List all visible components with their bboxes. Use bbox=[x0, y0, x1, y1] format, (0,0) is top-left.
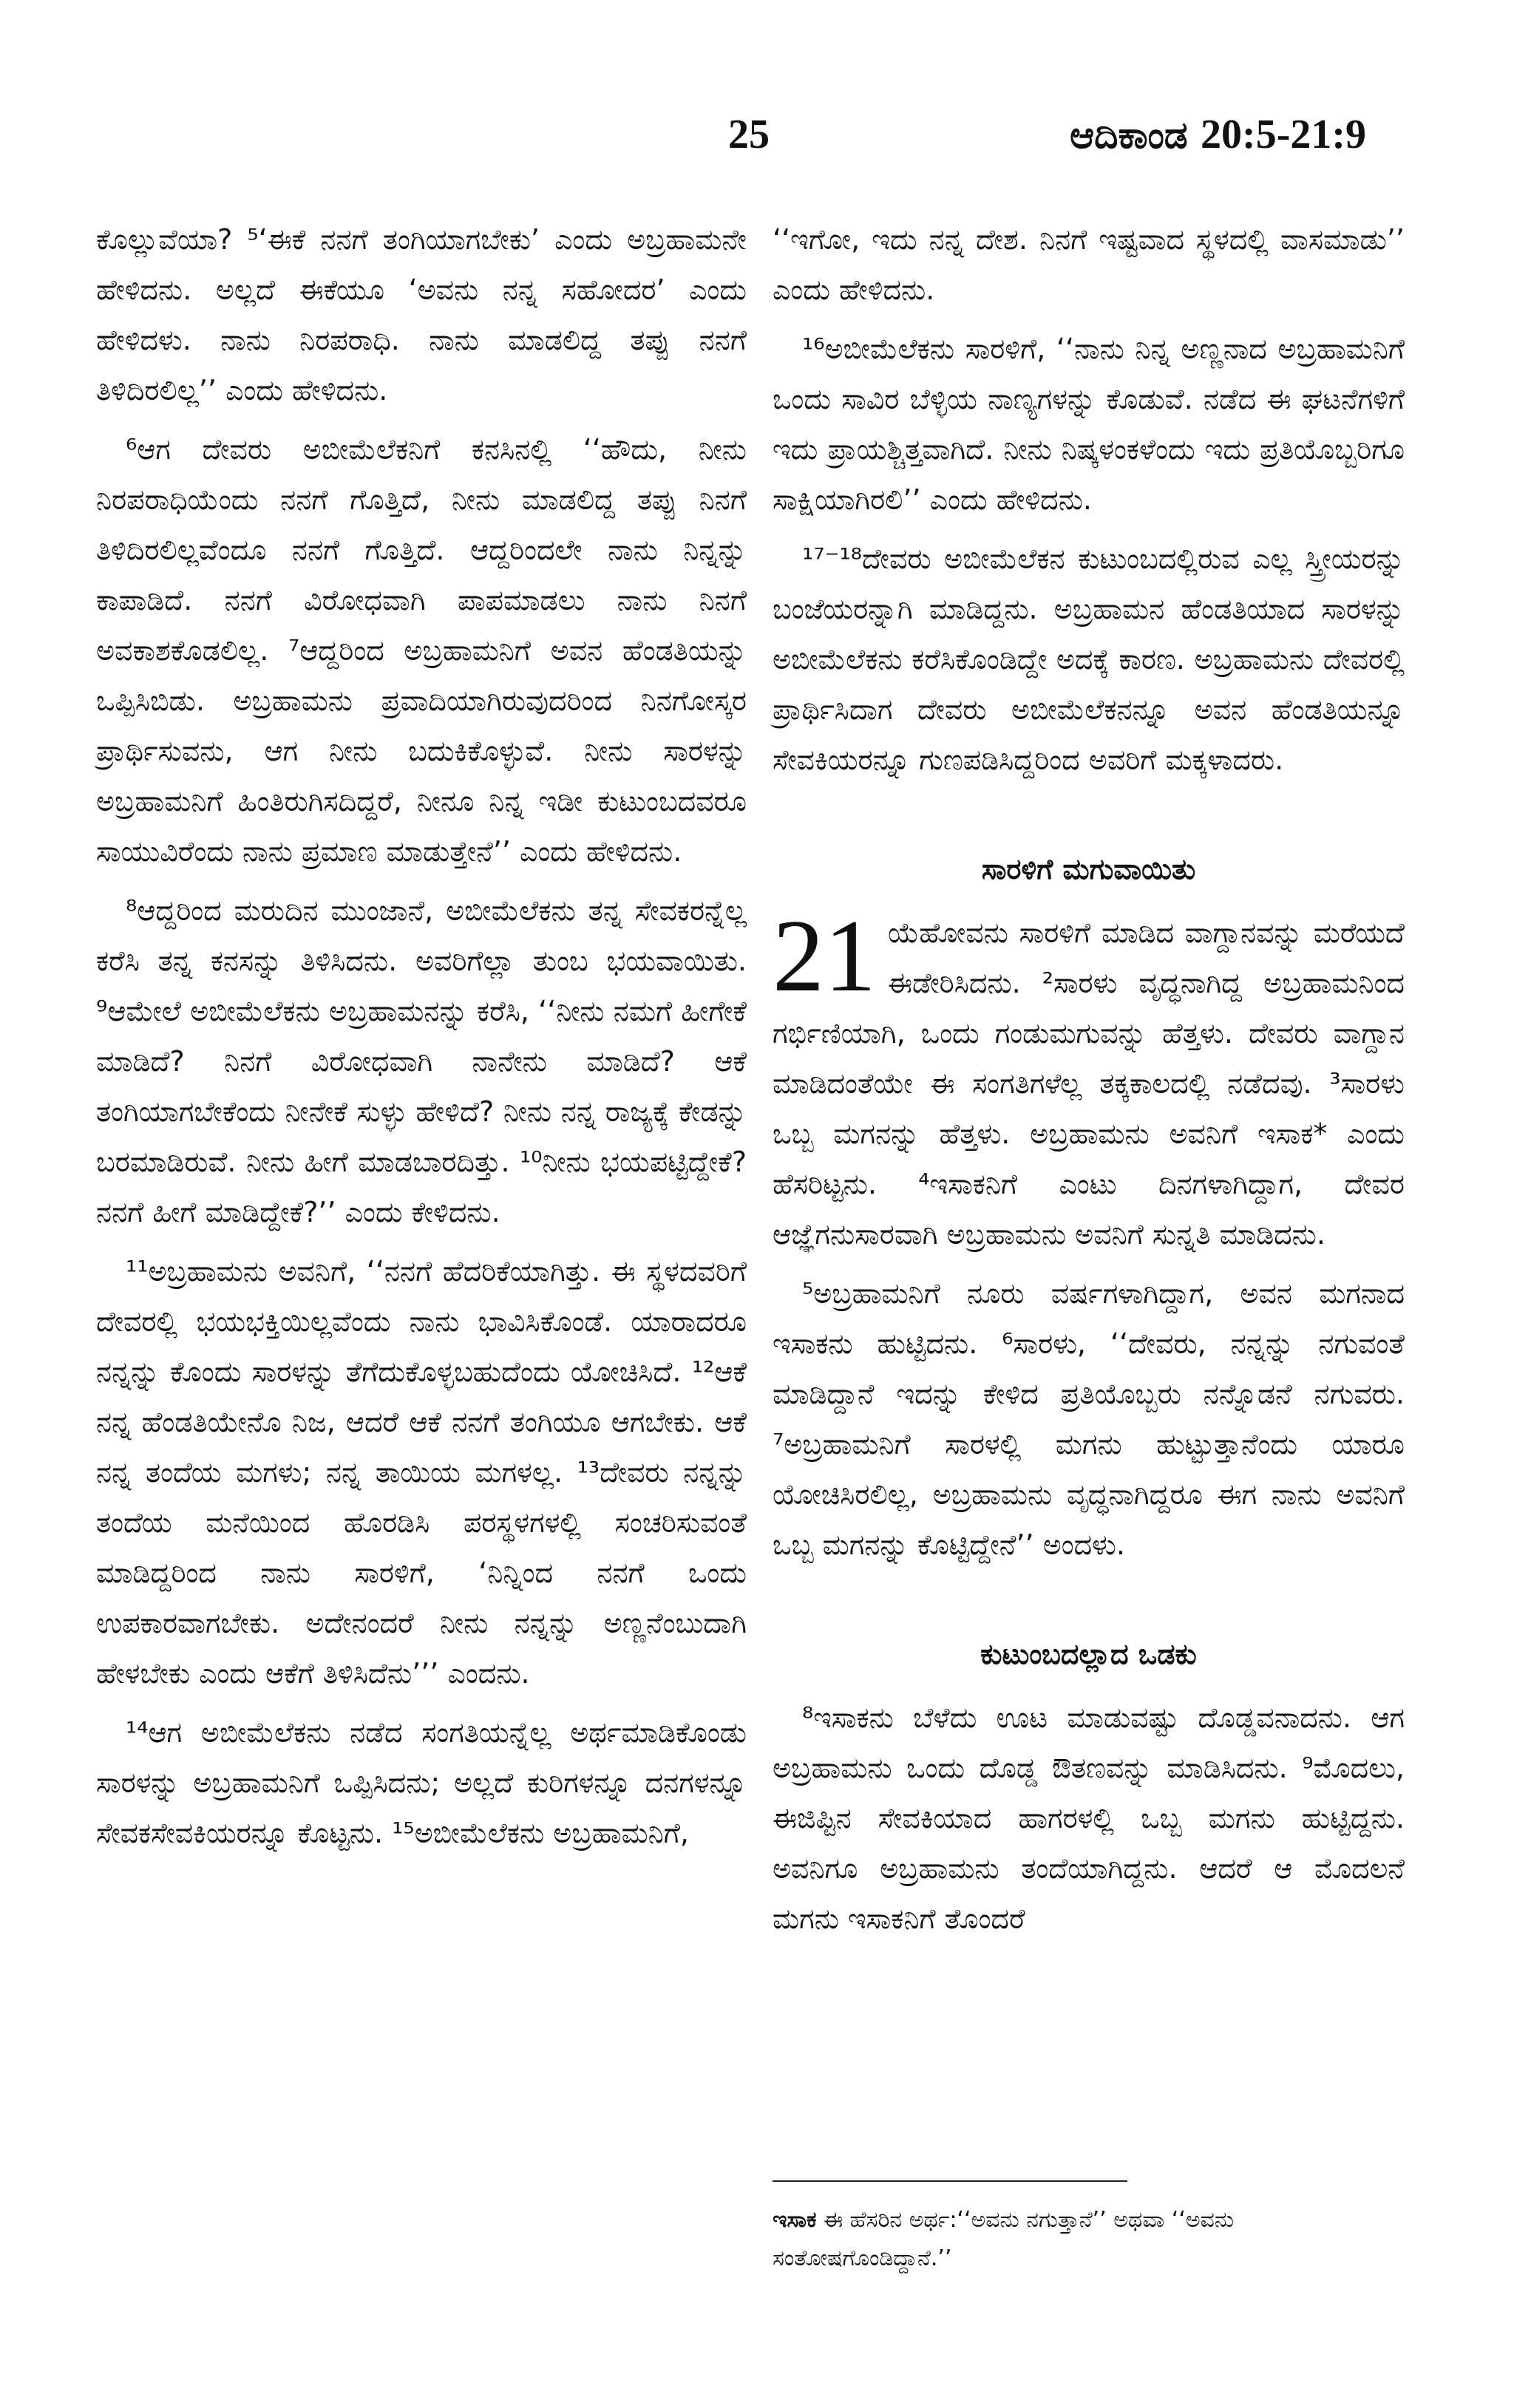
section-heading: ಕುಟುಂಬದಲ್ಲಾದ ಒಡಕು bbox=[980, 1638, 1197, 1670]
footnote-term: ಇಸಾಕ bbox=[773, 2207, 817, 2233]
chapter-opening bbox=[773, 908, 1405, 1259]
paragraph: ⁸ಇಸಾಕನು ಬೆಳೆದು ಊಟ ಮಾಡುವಷ್ಟು ದೊಡ್ಡವನಾದನು. ಆಗ ಅಬ್ರಹಾಮನು ಒಂದು ದೊಡ್ಡ ಔತಣವನ್ನು ಮಾಡಿಸಿದನು. ⁹ಮೊದಲು, ಈಜಿಪ್ಟಿನ ಸೇವಕಿಯಾದ ಹಾಗರಳಲ್ಲಿ ಒಬ್ಬ ಮಗನು ಹುಟ್ಟಿದ್ದನು. ಅವನಿಗೂ ಅಬ್ರಹಾಮನು ತಂದೆಯಾಗಿದ್ದನು. ಆದರೆ ಆ ಮೊದಲನೆ ಮಗನು ಇಸಾಕನಿಗೆ ತೊಂದರೆ bbox=[773, 1701, 1405, 1935]
chapter-verse-range: 20:5-21:9 bbox=[1201, 112, 1366, 157]
paragraph: ⁶ಆಗ ದೇವರು ಅಬೀಮೆಲೆಕನಿಗೆ ಕನಸಿನಲ್ಲಿ ‘‘ಹೌದು, ನೀನು ನಿರಪರಾಧಿಯೆಂದು ನನಗೆ ಗೊತ್ತಿದೆ, ನೀನು ಮಾಡಲಿದ್ದ ತಪ್ಪು ನಿನಗೆ ತಿಳಿದಿರಲಿಲ್ಲವೆಂದೂ ನನಗೆ ಗೊತ್ತಿದೆ. ಆದ್ದರಿಂದಲೇ ನಾನು ನಿನ್ನನ್ನು ಕಾಪಾಡಿದೆ. ನನಗೆ ವಿರೋಧವಾಗಿ ಪಾಪಮಾಡಲು ನಾನು ನಿನಗೆ ಅವಕಾಶಕೊಡಲಿಲ್ಲ. ⁷ಆದ್ದರಿಂದ ಅಬ್ರಹಾಮನಿಗೆ ಅವನ ಹೆಂಡತಿಯನ್ನು ಒಪ್ಪಿಸಿಬಿಡು. ಅಬ್ರಹಾಮನು ಪ್ರವಾದಿಯಾಗಿರುವುದರಿಂದ ನಿನಗೋಸ್ಕರ ಪ್ರಾರ್ಥಿಸುವನು, ಆಗ ನೀನು ಬದುಕಿಕೊಳ್ಳುವೆ. ನೀನು ಸಾರಳನ್ನು ಅಬ್ರಹಾಮನಿಗೆ ಹಿಂತಿರುಗಿಸದಿದ್ದರೆ, ನೀನೂ ನಿನ್ನ ಇಡೀ ಕುಟುಂಬದವರೂ ಸಾಯುವಿರೆಂದು ನಾನು ಪ್ರಮಾಣ ಮಾಡುತ್ತೇನೆ’’ ಎಂದು ಹೇಳಿದನು. bbox=[96, 433, 747, 868]
page-header bbox=[44, 111, 1470, 177]
footnote-text: ಈ ಹೆಸರಿನ ಅರ್ಥ:‘‘ಅವನು ನಗುತ್ತಾನೆ’’ ಅಥವಾ ‘‘ಅವನು ಸಂತೋಷಗೊಂಡಿದ್ದಾನೆ.’’ bbox=[773, 2207, 1235, 2271]
left-column bbox=[96, 214, 747, 1867]
paragraph: ‘‘ಇಗೋ, ಇದು ನನ್ನ ದೇಶ. ನಿನಗೆ ಇಷ್ಟವಾದ ಸ್ಥಳದಲ್ಲಿ ವಾಸಮಾಡು’’ ಎಂದು ಹೇಳಿದನು. bbox=[773, 223, 1405, 306]
footnote-divider bbox=[773, 2180, 1127, 2182]
paragraph: ¹¹ಅಬ್ರಹಾಮನು ಅವನಿಗೆ, ‘‘ನನಗೆ ಹೆದರಿಕೆಯಾಗಿತ್ತು. ಈ ಸ್ಥಳದವರಿಗೆ ದೇವರಲ್ಲಿ ಭಯಭಕ್ತಿಯಿಲ್ಲವೆಂದು ನಾನು ಭಾವಿಸಿಕೊಂಡೆ. ಯಾರಾದರೂ ನನ್ನನ್ನು ಕೊಂದು ಸಾರಳನ್ನು ತೆಗೆದುಕೊಳ್ಳಬಹುದೆಂದು ಯೋಚಿಸಿದೆ. ¹²ಆಕೆ ನನ್ನ ಹೆಂಡತಿಯೇನೊ ನಿಜ, ಆದರೆ ಆಕೆ ನನಗೆ ತಂಗಿಯೂ ಆಗಬೇಕು. ಆಕೆ ನನ್ನ ತಂದೆಯ ಮಗಳು; ನನ್ನ ತಾಯಿಯ ಮಗಳಲ್ಲ. ¹³ದೇವರು ನನ್ನನ್ನು ತಂದೆಯ ಮನೆಯಿಂದ ಹೊರಡಿಸಿ ಪರಸ್ಥಳಗಳಲ್ಲಿ ಸಂಚರಿಸುವಂತೆ ಮಾಡಿದ್ದರಿಂದ ನಾನು ಸಾರಳಿಗೆ, ‘ನಿನ್ನಿಂದ ನನಗೆ ಒಂದು ಉಪಕಾರವಾಗಬೇಕು. ಅದೇನಂದರೆ ನೀನು ನನ್ನನ್ನು ಅಣ್ಣನೆಂಬುದಾಗಿ ಹೇಳಬೇಕು ಎಂದು ಆಕೆಗೆ ತಿಳಿಸಿದೆನು’’’ ಎಂದನು. bbox=[96, 1255, 747, 1690]
paragraph: ಯೆಹೋವನು ಸಾರಳಿಗೆ ಮಾಡಿದ ವಾಗ್ದಾನವನ್ನು ಮರೆಯದೆ ಈಡೇರಿಸಿದನು. ²ಸಾರಳು ವೃದ್ಧನಾಗಿದ್ದ ಅಬ್ರಹಾಮನಿಂದ ಗರ್ಭಿಣಿಯಾಗಿ, ಒಂದು ಗಂಡುಮಗುವನ್ನು ಹೆತ್ತಳು. ದೇವರು ವಾಗ್ದಾನ ಮಾಡಿದಂತೆಯೇ ಈ ಸಂಗತಿಗಳೆಲ್ಲ ತಕ್ಕಕಾಲದಲ್ಲಿ ನಡೆದವು. ³ಸಾರಳು ಒಬ್ಬ ಮಗನನ್ನು ಹೆತ್ತಳು. ಅಬ್ರಹಾಮನು ಅವನಿಗೆ ಇಸಾಕ* ಎಂದು ಹೆಸರಿಟ್ಟನು. ⁴ಇಸಾಕನಿಗೆ ಎಂಟು ದಿನಗಳಾಗಿದ್ದಾಗ, ದೇವರ ಆಜ್ಞೆಗನುಸಾರವಾಗಿ ಅಬ್ರಹಾಮನು ಅವನಿಗೆ ಸುನ್ನತಿ ಮಾಡಿದನು. bbox=[773, 916, 1405, 1251]
page-number: 25 bbox=[728, 112, 770, 157]
running-head bbox=[1070, 111, 1366, 158]
section-heading: ಸಾರಳಿಗೆ ಮಗುವಾಯಿತು bbox=[981, 853, 1196, 885]
paragraph: ¹⁶ಅಬೀಮೆಲೆಕನು ಸಾರಳಿಗೆ, ‘‘ನಾನು ನಿನ್ನ ಅಣ್ಣನಾದ ಅಬ್ರಹಾಮನಿಗೆ ಒಂದು ಸಾವಿರ ಬೆಳ್ಳಿಯ ನಾಣ್ಯಗಳನ್ನು ಕೊಡುವೆ. ನಡೆದ ಈ ಘಟನೆಗಳಿಗೆ ಇದು ಪ್ರಾಯಶ್ಚಿತ್ತವಾಗಿದೆ. ನೀನು ನಿಷ್ಕಳಂಕಳೆಂದು ಇದು ಪ್ರತಿಯೊಬ್ಬರಿಗೂ ಸಾಕ್ಷಿಯಾಗಿರಲಿ’’ ಎಂದು ಹೇಳಿದನು. bbox=[773, 333, 1405, 516]
right-column bbox=[773, 214, 1405, 1953]
paragraph: ⁵ಅಬ್ರಹಾಮನಿಗೆ ನೂರು ವರ್ಷಗಳಾಗಿದ್ದಾಗ, ಅವನ ಮಗನಾದ ಇಸಾಕನು ಹುಟ್ಟಿದನು. ⁶ಸಾರಳು, ‘‘ದೇವರು, ನನ್ನನ್ನು ನಗುವಂತೆ ಮಾಡಿದ್ದಾನೆ ಇದನ್ನು ಕೇಳಿದ ಪ್ರತಿಯೊಬ್ಬರು ನನ್ನೊಡನೆ ನಗುವರು. ⁷ಅಬ್ರಹಾಮನಿಗೆ ಸಾರಳಲ್ಲಿ ಮಗನು ಹುಟ್ಟುತ್ತಾನೆಂದು ಯಾರೂ ಯೋಚಿಸಿರಲಿಲ್ಲ, ಅಬ್ರಹಾಮನು ವೃದ್ಧನಾಗಿದ್ದರೂ ಈಗ ನಾನು ಅವನಿಗೆ ಒಬ್ಬ ಮಗನನ್ನು ಕೊಟ್ಟಿದ್ದೇನೆ’’ ಅಂದಳು. bbox=[773, 1277, 1405, 1561]
chapter-number: 21 bbox=[773, 908, 876, 1013]
footnote bbox=[773, 2201, 1405, 2278]
paragraph: ಕೊಲ್ಲುವೆಯಾ? ⁵‘ಈಕೆ ನನಗೆ ತಂಗಿಯಾಗಬೇಕು’ ಎಂದು ಅಬ್ರಹಾಮನೇ ಹೇಳಿದನು. ಅಲ್ಲದೆ ಈಕೆಯೂ ‘ಅವನು ನನ್ನ ಸಹೋದರ’ ಎಂದು ಹೇಳಿದಳು. ನಾನು ನಿರಪರಾಧಿ. ನಾನು ಮಾಡಲಿದ್ದ ತಪ್ಪು ನನಗೆ ತಿಳಿದಿರಲಿಲ್ಲ’’ ಎಂದು ಹೇಳಿದನು. bbox=[96, 223, 747, 407]
paragraph: ¹⁷⁻¹⁸ದೇವರು ಅಬೀಮೆಲೆಕನ ಕುಟುಂಬದಲ್ಲಿರುವ ಎಲ್ಲ ಸ್ತ್ರೀಯರನ್ನು ಬಂಜೆಯರನ್ನಾಗಿ ಮಾಡಿದ್ದನು. ಅಬ್ರಹಾಮನ ಹೆಂಡತಿಯಾದ ಸಾರಳನ್ನು ಅಬೀಮೆಲೆಕನು ಕರೆಸಿಕೊಂಡಿದ್ದೇ ಅದಕ್ಕೆ ಕಾರಣ. ಅಬ್ರಹಾಮನು ದೇವರಲ್ಲಿ ಪ್ರಾರ್ಥಿಸಿದಾಗ ದೇವರು ಅಬೀಮೆಲೆಕನನ್ನೂ ಅವನ ಹೆಂಡತಿಯನ್ನೂ ಸೇವಕಿಯರನ್ನೂ ಗುಣಪಡಿಸಿದ್ದರಿಂದ ಅವರಿಗೆ ಮಕ್ಕಳಾದರು. bbox=[773, 543, 1405, 776]
book-name: ಆದಿಕಾಂಡ bbox=[1070, 114, 1188, 157]
paragraph: ¹⁴ಆಗ ಅಬೀಮೆಲೆಕನು ನಡೆದ ಸಂಗತಿಯನ್ನೆಲ್ಲ ಅರ್ಥಮಾಡಿಕೊಂಡು ಸಾರಳನ್ನು ಅಬ್ರಹಾಮನಿಗೆ ಒಪ್ಪಿಸಿದನು; ಅಲ್ಲದೆ ಕುರಿಗಳನ್ನೂ ದನಗಳನ್ನೂ ಸೇವಕಸೇವಕಿಯರನ್ನೂ ಕೊಟ್ಟನು. ¹⁵ಅಬೀಮೆಲೆಕನು ಅಬ್ರಹಾಮನಿಗೆ, bbox=[96, 1716, 747, 1849]
paragraph: ⁸ಆದ್ದರಿಂದ ಮರುದಿನ ಮುಂಜಾನೆ, ಅಬೀಮೆಲೆಕನು ತನ್ನ ಸೇವಕರನ್ನೆಲ್ಲ ಕರೆಸಿ ತನ್ನ ಕನಸನ್ನು ತಿಳಿಸಿದನು. ಅವರಿಗೆಲ್ಲಾ ತುಂಬ ಭಯವಾಯಿತು. ⁹ಆಮೇಲೆ ಅಬೀಮೆಲೆಕನು ಅಬ್ರಹಾಮನನ್ನು ಕರೆಸಿ, ‘‘ನೀನು ನಮಗೆ ಹೀಗೇಕೆ ಮಾಡಿದೆ? ನಿನಗೆ ವಿರೋಧವಾಗಿ ನಾನೇನು ಮಾಡಿದೆ? ಆಕೆ ತಂಗಿಯಾಗಬೇಕೆಂದು ನೀನೇಕೆ ಸುಳ್ಳು ಹೇಳಿದೆ? ನೀನು ನನ್ನ ರಾಜ್ಯಕ್ಕೆ ಕೇಡನ್ನು ಬರಮಾಡಿರುವೆ. ನೀನು ಹೀಗೆ ಮಾಡಬಾರದಿತ್ತು. ¹⁰ನೀನು ಭಯಪಟ್ಟಿದ್ದೇಕೆ? ನನಗೆ ಹೀಗೆ ಮಾಡಿದ್ದೇಕೆ?’’ ಎಂದು ಕೇಳಿದನು. bbox=[96, 894, 747, 1228]
